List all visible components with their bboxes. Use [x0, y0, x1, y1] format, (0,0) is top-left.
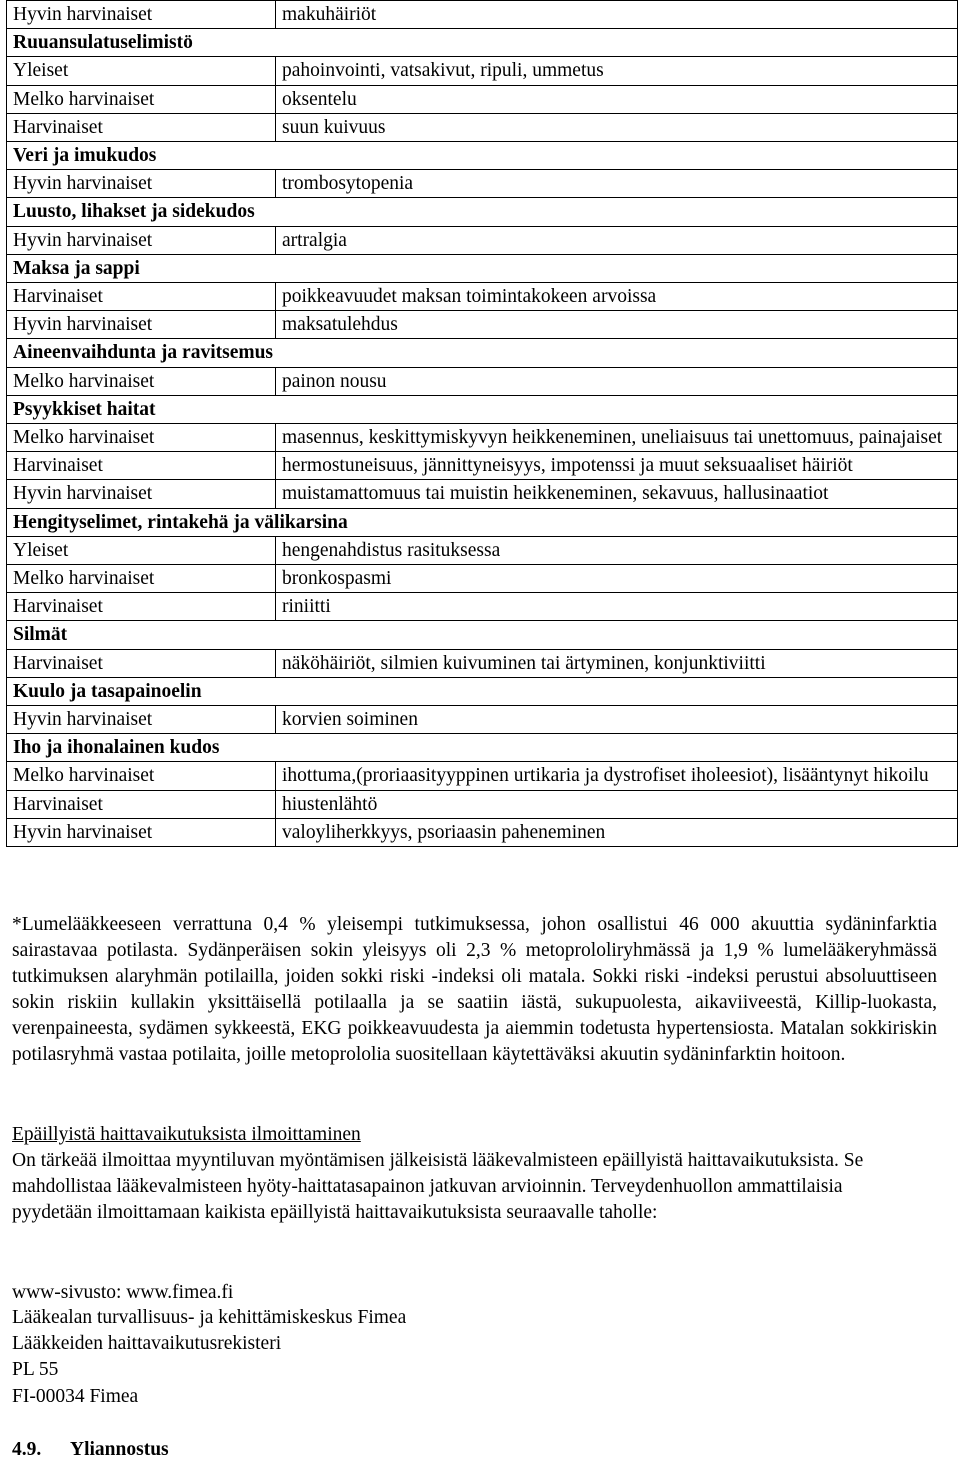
- section-number: 4.9.: [12, 1439, 42, 1460]
- effect-cell: bronkospasmi: [276, 565, 958, 593]
- adverse-effects-table: [6, 0, 958, 847]
- table-row: [7, 649, 958, 677]
- category-row: [7, 254, 958, 282]
- effect-cell: suun kuivuus: [276, 113, 958, 141]
- effect-cell: pahoinvointi, vatsakivut, ripuli, ummetus: [276, 57, 958, 85]
- table-row: [7, 706, 958, 734]
- table-row: [7, 565, 958, 593]
- category-label: Maksa ja sappi: [7, 254, 958, 282]
- effect-cell: näköhäiriöt, silmien kuivuminen tai ärtyminen, konjunktiviitti: [276, 649, 958, 677]
- category-row: [7, 142, 958, 170]
- table-row: [7, 452, 958, 480]
- effect-cell: masennus, keskittymiskyvyn heikkeneminen, uneliaisuus tai unettomuus, painajaiset: [276, 424, 958, 452]
- effect-cell: maksatulehdus: [276, 311, 958, 339]
- category-label: Silmät: [7, 621, 958, 649]
- frequency-cell: Harvinaiset: [7, 593, 276, 621]
- effect-cell: valoyliherkkyys, psoriaasin paheneminen: [276, 818, 958, 846]
- category-row: [7, 198, 958, 226]
- frequency-cell: Melko harvinaiset: [7, 85, 276, 113]
- table-row: [7, 593, 958, 621]
- reporting-paragraph: On tärkeää ilmoittaa myyntiluvan myöntämisen jälkeisistä lääkevalmisteen epäillyistä haittavaikutuksista. Se mahdollistaa lääkevalmisteen hyöty-haittatasapainon jatkuvan arvioinnin. Terveydenhuollon ammattilaisia pyydetään ilmoittamaan kaikista epäillyistä haittavaikutuksista seuraavalle taholle:: [12, 1150, 864, 1223]
- table-row: [7, 424, 958, 452]
- frequency-cell: Harvinaiset: [7, 283, 276, 311]
- effect-cell: oksentelu: [276, 85, 958, 113]
- frequency-cell: Hyvin harvinaiset: [7, 818, 276, 846]
- contact-organization: Lääkealan turvallisuus- ja kehittämiskeskus Fimea: [12, 1307, 407, 1328]
- table-row: [7, 790, 958, 818]
- table-row: [7, 57, 958, 85]
- frequency-cell: Melko harvinaiset: [7, 424, 276, 452]
- frequency-cell: Harvinaiset: [7, 113, 276, 141]
- table-row: [7, 113, 958, 141]
- category-row: [7, 677, 958, 705]
- table-row: [7, 85, 958, 113]
- table-row: [7, 536, 958, 564]
- adverse-effects-table-body: [7, 1, 958, 847]
- table-row: [7, 283, 958, 311]
- frequency-cell: Hyvin harvinaiset: [7, 311, 276, 339]
- frequency-cell: Hyvin harvinaiset: [7, 1, 276, 29]
- category-row: [7, 339, 958, 367]
- category-row: [7, 508, 958, 536]
- frequency-cell: Melko harvinaiset: [7, 367, 276, 395]
- frequency-cell: Hyvin harvinaiset: [7, 706, 276, 734]
- frequency-cell: Melko harvinaiset: [7, 762, 276, 790]
- effect-cell: hermostuneisuus, jännittyneisyys, impotenssi ja muut seksuaaliset häiriöt: [276, 452, 958, 480]
- effect-cell: artralgia: [276, 226, 958, 254]
- effect-cell: hiustenlähtö: [276, 790, 958, 818]
- table-row: [7, 170, 958, 198]
- category-label: Hengityselimet, rintakehä ja välikarsina: [7, 508, 958, 536]
- category-label: Iho ja ihonalainen kudos: [7, 734, 958, 762]
- contact-website: www-sivusto: www.fimea.fi: [12, 1282, 234, 1303]
- frequency-cell: Melko harvinaiset: [7, 565, 276, 593]
- frequency-cell: Yleiset: [7, 57, 276, 85]
- effect-cell: riniitti: [276, 593, 958, 621]
- category-row: [7, 734, 958, 762]
- effect-cell: makuhäiriöt: [276, 1, 958, 29]
- category-label: Kuulo ja tasapainoelin: [7, 677, 958, 705]
- effect-cell: ihottuma,(proriaasityyppinen urtikaria ja dystrofiset iholeesiot), lisääntynyt hikoilu: [276, 762, 958, 790]
- category-label: Psyykkiset haitat: [7, 395, 958, 423]
- footnote-paragraph: *Lumelääkkeeseen verrattuna 0,4 % yleisempi tutkimuksessa, johon osallistui 46 000 akuuttia sydäninfarktia sairastavaa potilasta. Sydänperäisen sokin yleisyys oli 2,3 % metoprololiryhmässä ja 1,9 % lumelääkeryhmässä tutkimuksen alaryhmän potilailla, joiden sokki riski -indeksi oli matala. Sokki riski -indeksi perustui absoluuttiseen sokin riskiin kullakin yksittäisellä potilaalla ja se saatiin iästä, sukupuolesta, aikaviiveestä, Killip-luokasta, verenpaineesta, sydämen sykkeestä, EKG poikkeavuudesta ja aiemmin todetusta hypertensiosta. Matalan sokkiriskin potilasryhmä vastaa potilaita, joille metoprololia suositellaan käytettäväksi akuutin sydäninfarktin hoitoon.: [12, 914, 937, 1065]
- frequency-cell: Yleiset: [7, 536, 276, 564]
- frequency-cell: Hyvin harvinaiset: [7, 480, 276, 508]
- contact-postal-address: FI-00034 Fimea: [12, 1386, 139, 1407]
- effect-cell: trombosytopenia: [276, 170, 958, 198]
- table-row: [7, 480, 958, 508]
- category-label: Luusto, lihakset ja sidekudos: [7, 198, 958, 226]
- category-row: [7, 621, 958, 649]
- table-row: [7, 311, 958, 339]
- table-row: [7, 367, 958, 395]
- table-row: [7, 226, 958, 254]
- table-row: [7, 1, 958, 29]
- contact-registry: Lääkkeiden haittavaikutusrekisteri: [12, 1333, 282, 1354]
- frequency-cell: Harvinaiset: [7, 649, 276, 677]
- effect-cell: muistamattomuus tai muistin heikkeneminen, sekavuus, hallusinaatiot: [276, 480, 958, 508]
- effect-cell: poikkeavuudet maksan toimintakokeen arvoissa: [276, 283, 958, 311]
- frequency-cell: Hyvin harvinaiset: [7, 226, 276, 254]
- category-row: [7, 29, 958, 57]
- category-label: Ruuansulatuselimistö: [7, 29, 958, 57]
- effect-cell: korvien soiminen: [276, 706, 958, 734]
- effect-cell: painon nousu: [276, 367, 958, 395]
- table-row: [7, 818, 958, 846]
- section-title: Yliannostus: [70, 1439, 169, 1460]
- contact-po-box: PL 55: [12, 1359, 59, 1380]
- category-label: Veri ja imukudos: [7, 142, 958, 170]
- frequency-cell: Harvinaiset: [7, 452, 276, 480]
- section-heading: [12, 1437, 169, 1463]
- category-row: [7, 395, 958, 423]
- category-label: Aineenvaihdunta ja ravitsemus: [7, 339, 958, 367]
- effect-cell: hengenahdistus rasituksessa: [276, 536, 958, 564]
- frequency-cell: Harvinaiset: [7, 790, 276, 818]
- frequency-cell: Hyvin harvinaiset: [7, 170, 276, 198]
- reporting-heading: Epäillyistä haittavaikutuksista ilmoittaminen: [12, 1124, 361, 1145]
- table-row: [7, 762, 958, 790]
